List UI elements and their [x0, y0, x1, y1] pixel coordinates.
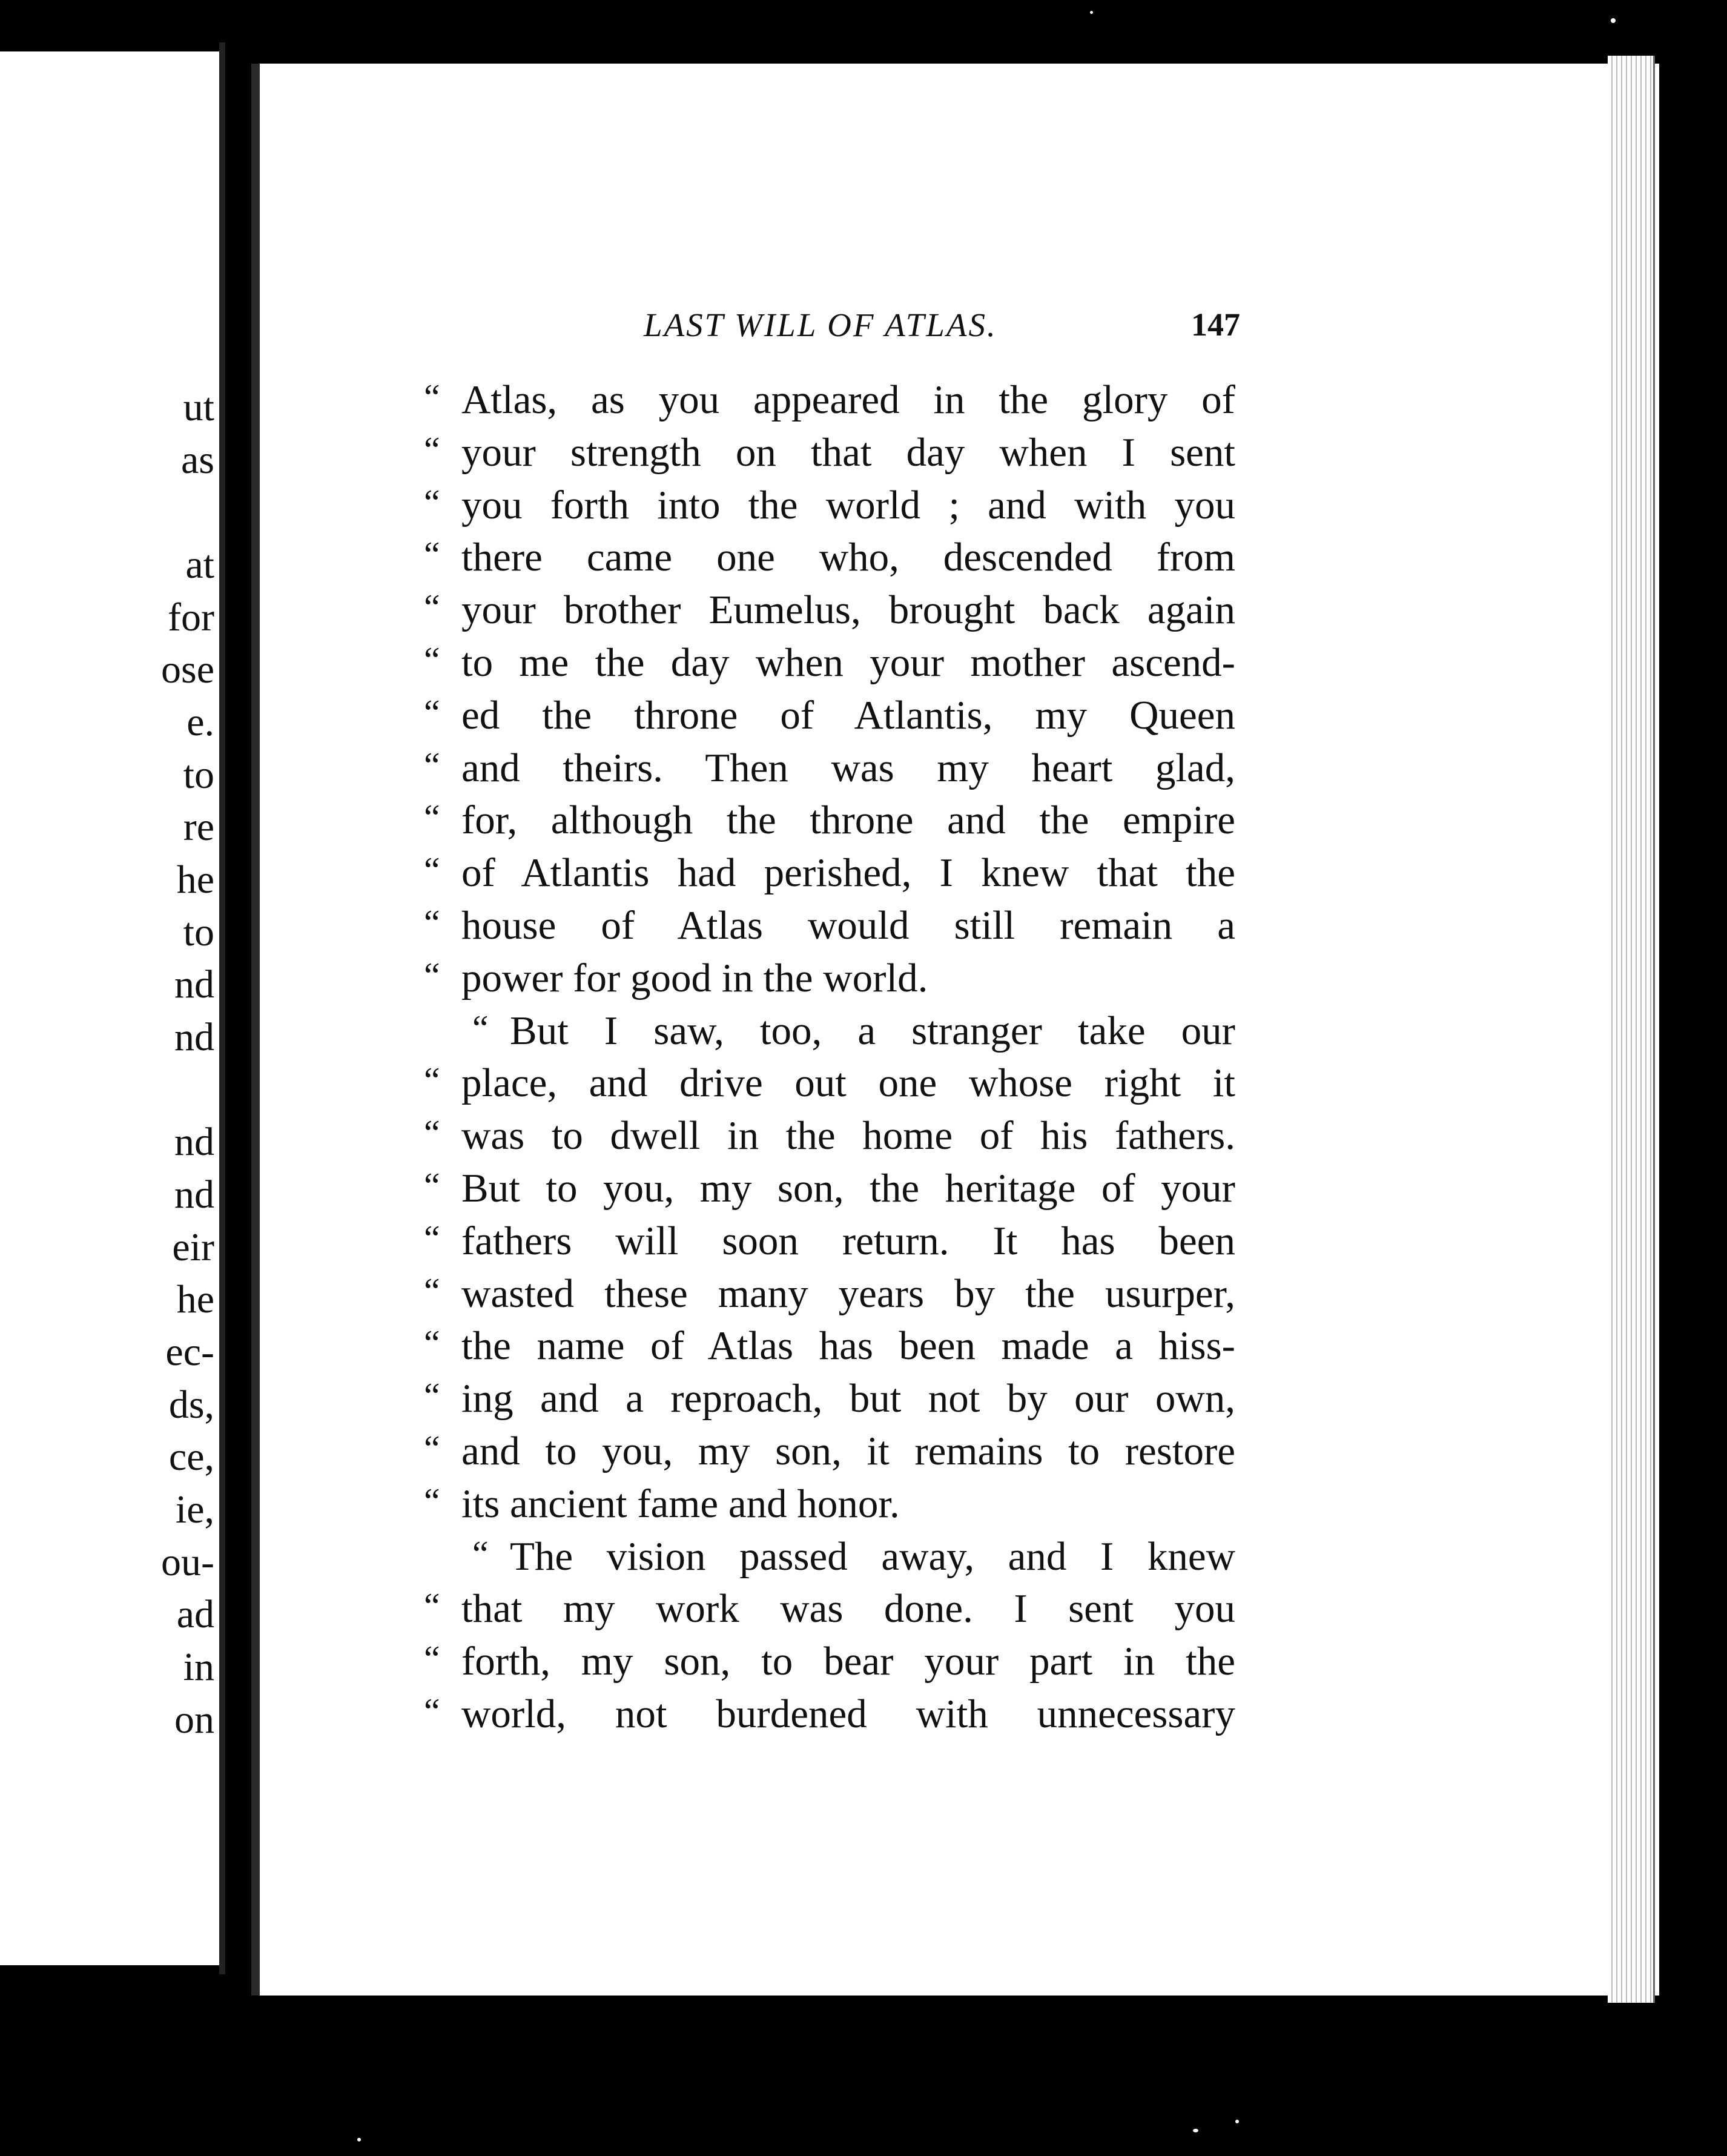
quote-mark: “	[424, 902, 440, 943]
text-line	[424, 902, 1235, 955]
scan-speck	[1193, 2129, 1198, 2132]
left-fragment: re	[183, 805, 214, 849]
left-fragment: ou-	[161, 1540, 214, 1584]
left-fragment: in	[183, 1645, 214, 1689]
left-fragment: ose	[161, 647, 214, 692]
line-text: your brother Eumelus, brought back again	[461, 587, 1235, 633]
text-line	[424, 1218, 1235, 1271]
scan-speck	[1611, 18, 1616, 23]
quote-mark: “	[424, 482, 440, 523]
quote-mark: “	[424, 1691, 440, 1731]
scan-speck	[1090, 11, 1093, 14]
line-text: But to you, my son, the heritage of your	[461, 1165, 1235, 1211]
page-number: 147	[1191, 306, 1240, 343]
quote-mark: “	[424, 1060, 440, 1101]
quote-mark: “	[424, 745, 440, 785]
text-line	[424, 1691, 1235, 1744]
left-page-gutter-shadow	[219, 42, 225, 1974]
text-line	[424, 1481, 1235, 1533]
left-fragment: eir	[172, 1225, 214, 1269]
scan-speck	[357, 2138, 361, 2141]
line-text: house of Atlas would still remain a	[461, 902, 1235, 948]
quote-mark: “	[424, 640, 440, 680]
line-text: wasted these many years by the usurper,	[461, 1271, 1235, 1316]
spine-shadow	[251, 64, 260, 1996]
left-page-text-fragments	[0, 51, 219, 1965]
left-fragment: ds,	[168, 1383, 214, 1427]
line-text: Atlas, as you appeared in the glory of	[461, 377, 1235, 422]
left-fragment: as	[181, 438, 214, 482]
quote-mark: “	[424, 429, 440, 470]
left-fragment: he	[176, 1277, 214, 1321]
text-line	[424, 640, 1235, 692]
line-text: ing and a reproach, but not by our own,	[461, 1376, 1235, 1421]
left-fragment: for	[168, 595, 214, 640]
quote-mark: “	[424, 1376, 440, 1417]
text-line	[424, 692, 1235, 745]
quote-mark: “	[424, 1639, 440, 1679]
quote-mark: “	[424, 1481, 440, 1521]
text-line	[424, 1428, 1235, 1481]
text-line	[424, 850, 1235, 902]
left-fragment: ec-	[165, 1330, 214, 1374]
line-text: of Atlantis had perished, I knew that the	[461, 850, 1235, 896]
left-fragment: nd	[174, 962, 214, 1007]
left-fragment: nd	[174, 1172, 214, 1217]
text-line	[424, 377, 1235, 429]
scan-speck	[1235, 2120, 1239, 2123]
text-line	[424, 1638, 1235, 1691]
line-text: there came one who, descended from	[461, 535, 1235, 580]
text-line	[424, 1271, 1235, 1323]
page-block-edges	[1608, 56, 1655, 2003]
text-line	[424, 587, 1235, 640]
text-line	[424, 482, 1235, 535]
quote-mark: “	[424, 955, 440, 996]
quote-mark: “	[424, 798, 440, 838]
line-text: and theirs. Then was my heart glad,	[461, 745, 1235, 790]
left-fragment: e.	[187, 700, 214, 744]
quote-mark: “	[424, 377, 440, 417]
line-text: But I saw, too, a stranger take our	[510, 1008, 1235, 1053]
quote-mark: “	[424, 1113, 440, 1154]
left-fragment: he	[176, 858, 214, 902]
quote-mark: “	[424, 692, 440, 733]
line-text: to me the day when your mother ascend-	[461, 640, 1235, 685]
left-fragment: nd	[174, 1120, 214, 1164]
text-line	[424, 429, 1235, 482]
line-text: was to dwell in the home of his fathers.	[461, 1113, 1235, 1159]
text-line	[424, 1008, 1235, 1060]
line-text: fathers will soon return. It has been	[461, 1218, 1235, 1263]
left-fragment: ad	[176, 1592, 214, 1636]
line-text: ed the throne of Atlantis, my Queen	[461, 692, 1235, 738]
text-line	[424, 797, 1235, 850]
text-line	[424, 745, 1235, 798]
line-text: you forth into the world ; and with you	[461, 482, 1235, 527]
left-fragment: nd	[174, 1015, 214, 1059]
line-text: your strength on that day when I sent	[461, 429, 1235, 475]
quote-mark: “	[472, 1533, 489, 1574]
body-text	[424, 377, 1235, 1744]
quote-mark: “	[424, 1271, 440, 1311]
text-line	[424, 1533, 1235, 1586]
line-text: for, although the throne and the empire	[461, 798, 1235, 843]
quote-mark: “	[424, 587, 440, 628]
left-facing-page	[0, 51, 224, 1965]
quote-mark: “	[472, 1008, 489, 1048]
line-text: forth, my son, to bear your part in the	[461, 1639, 1235, 1684]
quote-mark: “	[424, 535, 440, 575]
left-fragment: at	[185, 543, 214, 587]
line-text: place, and drive out one whose right it	[461, 1060, 1235, 1106]
running-title: LAST WILL OF ATLAS.	[644, 306, 997, 343]
quote-mark: “	[424, 1428, 440, 1469]
left-fragment: ie,	[175, 1487, 214, 1532]
text-line	[424, 955, 1235, 1008]
text-line	[424, 1375, 1235, 1428]
text-line	[424, 534, 1235, 587]
line-text: world, not burdened with unnecessary	[461, 1691, 1235, 1736]
left-fragment: to	[183, 753, 214, 797]
line-text: that my work was done. I sent you	[461, 1586, 1235, 1632]
text-line	[424, 1060, 1235, 1113]
running-head	[644, 306, 1240, 348]
line-text: power for good in the world.	[461, 955, 928, 1000]
quote-mark: “	[424, 1165, 440, 1206]
left-fragment: ce,	[168, 1435, 214, 1479]
quote-mark: “	[424, 1323, 440, 1364]
quote-mark: “	[424, 850, 440, 891]
line-text: The vision passed away, and I knew	[510, 1533, 1235, 1579]
text-line	[424, 1323, 1235, 1375]
left-fragment: on	[174, 1698, 214, 1742]
text-line	[424, 1113, 1235, 1165]
left-fragment: ut	[183, 385, 214, 429]
quote-mark: “	[424, 1586, 440, 1627]
line-text: the name of Atlas has been made a hiss-	[461, 1323, 1235, 1369]
text-line	[424, 1165, 1235, 1218]
line-text: its ancient fame and honor.	[461, 1481, 900, 1526]
text-line	[424, 1586, 1235, 1638]
quote-mark: “	[424, 1218, 440, 1258]
line-text: and to you, my son, it remains to restore	[461, 1428, 1235, 1473]
left-fragment: to	[183, 910, 214, 954]
